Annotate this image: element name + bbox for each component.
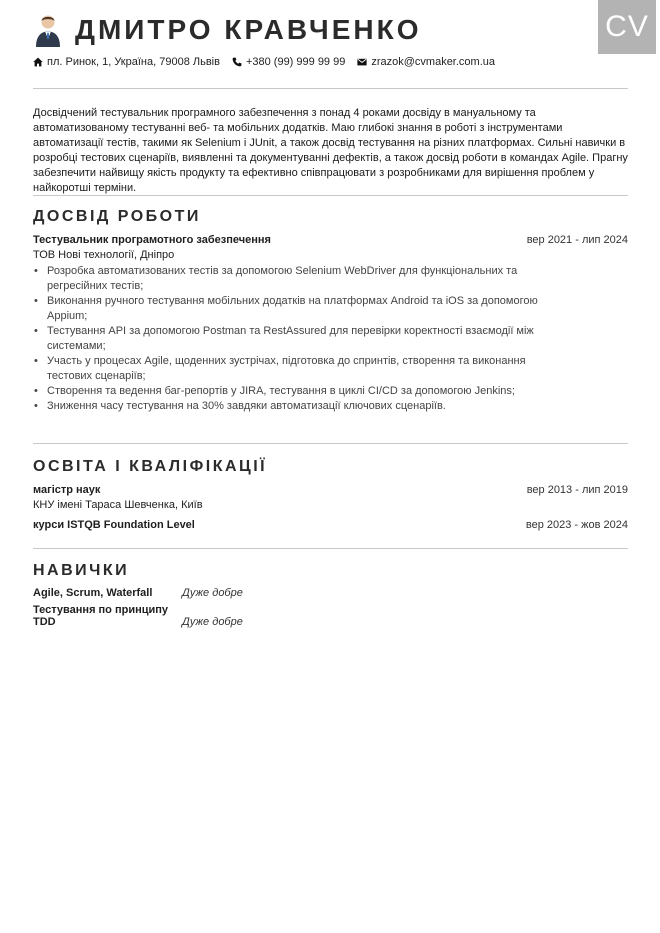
list-item: • Зниження часу тестування на 30% завдяки автоматизації ключових сценаріїв. (33, 399, 543, 414)
divider (33, 88, 628, 89)
skill-level: Дуже добре (182, 616, 243, 628)
contact-address (33, 56, 220, 68)
job-company: ТОВ Нові технології, Дніпро (33, 249, 175, 261)
job-responsibilities (33, 264, 543, 414)
profile-summary: Досвідчений тестувальник програмного забезпечення з понад 4 роками досвіду в мануальному та автоматизованому тестуванні веб- та мобільних додатків. Маю глибокі знання в роботі з інструментами автоматизації тестів, такими як Selenium і JUnit, а також досвід тестування на різних платформах. Сильні навички в розробці тестових сценаріїв, виявленні та документуванні дефектів, а також досвід роботи в командах Agile. Прагну забезпечити найвищу якість продукту та ефективно співпрацювати з розробниками для вирішення проблем у найкоротші терміни. (33, 107, 628, 194)
divider (33, 195, 628, 196)
section-title-skills: НАВИЧКИ (33, 562, 130, 579)
divider (33, 548, 628, 549)
envelope-icon (357, 57, 367, 67)
phone-text: +380 (99) 999 99 99 (245, 56, 346, 68)
contact-phone (232, 56, 345, 68)
list-item: • Тестування API за допомогою Postman та RestAssured для перевірки коректності взаємодії між системами; (33, 324, 543, 354)
education-dates: вер 2013 - лип 2019 (526, 484, 628, 496)
divider (33, 443, 628, 444)
skill-level: Дуже добре (182, 587, 243, 599)
education-degree: курси ISTQB Foundation Level (33, 519, 195, 531)
address-text: пл. Ринок, 1, Україна, 79008 Львів (47, 56, 220, 68)
email-text: zrazok@cvmaker.com.ua (371, 56, 495, 68)
job-title: Тестувальник програмотного забезпечення (33, 234, 271, 246)
contact-bar (33, 56, 507, 68)
header (33, 12, 421, 48)
person-name: ДМИТРО КРАВЧЕНКО (75, 14, 422, 45)
section-title-education: ОСВІТА І КВАЛІФІКАЦІЇ (33, 458, 268, 475)
section-title-experience: ДОСВІД РОБОТИ (33, 208, 201, 225)
cv-badge: CV (598, 0, 656, 54)
education-school: КНУ імені Тараса Шевченка, Київ (33, 499, 203, 511)
list-item: • Виконання ручного тестування мобільних додатків на платформах Android та iOS за допомогою Appium; (33, 294, 543, 324)
list-item: • Розробка автоматизованих тестів за допомогою Selenium WebDriver для функціональних та регресійних тестів; (33, 264, 543, 294)
list-item: • Участь у процесах Agile, щоденних зустрічах, підготовка до спринтів, створення та виконання тестових сценаріїв; (33, 354, 543, 384)
skill-name: Тестування по принципу TDD (33, 604, 169, 628)
phone-icon (232, 57, 242, 67)
education-dates: вер 2023 - жов 2024 (525, 519, 628, 531)
education-degree: магістр наук (33, 484, 101, 496)
skill-name: Agile, Scrum, Waterfall (33, 587, 153, 599)
contact-email (357, 56, 495, 68)
job-dates: вер 2021 - лип 2024 (526, 234, 628, 246)
avatar (33, 13, 63, 47)
home-icon (33, 57, 43, 67)
list-item: • Створення та ведення баг-репортів у JIRA, тестування в циклі CI/CD за допомогою Jenkins; (33, 384, 543, 399)
